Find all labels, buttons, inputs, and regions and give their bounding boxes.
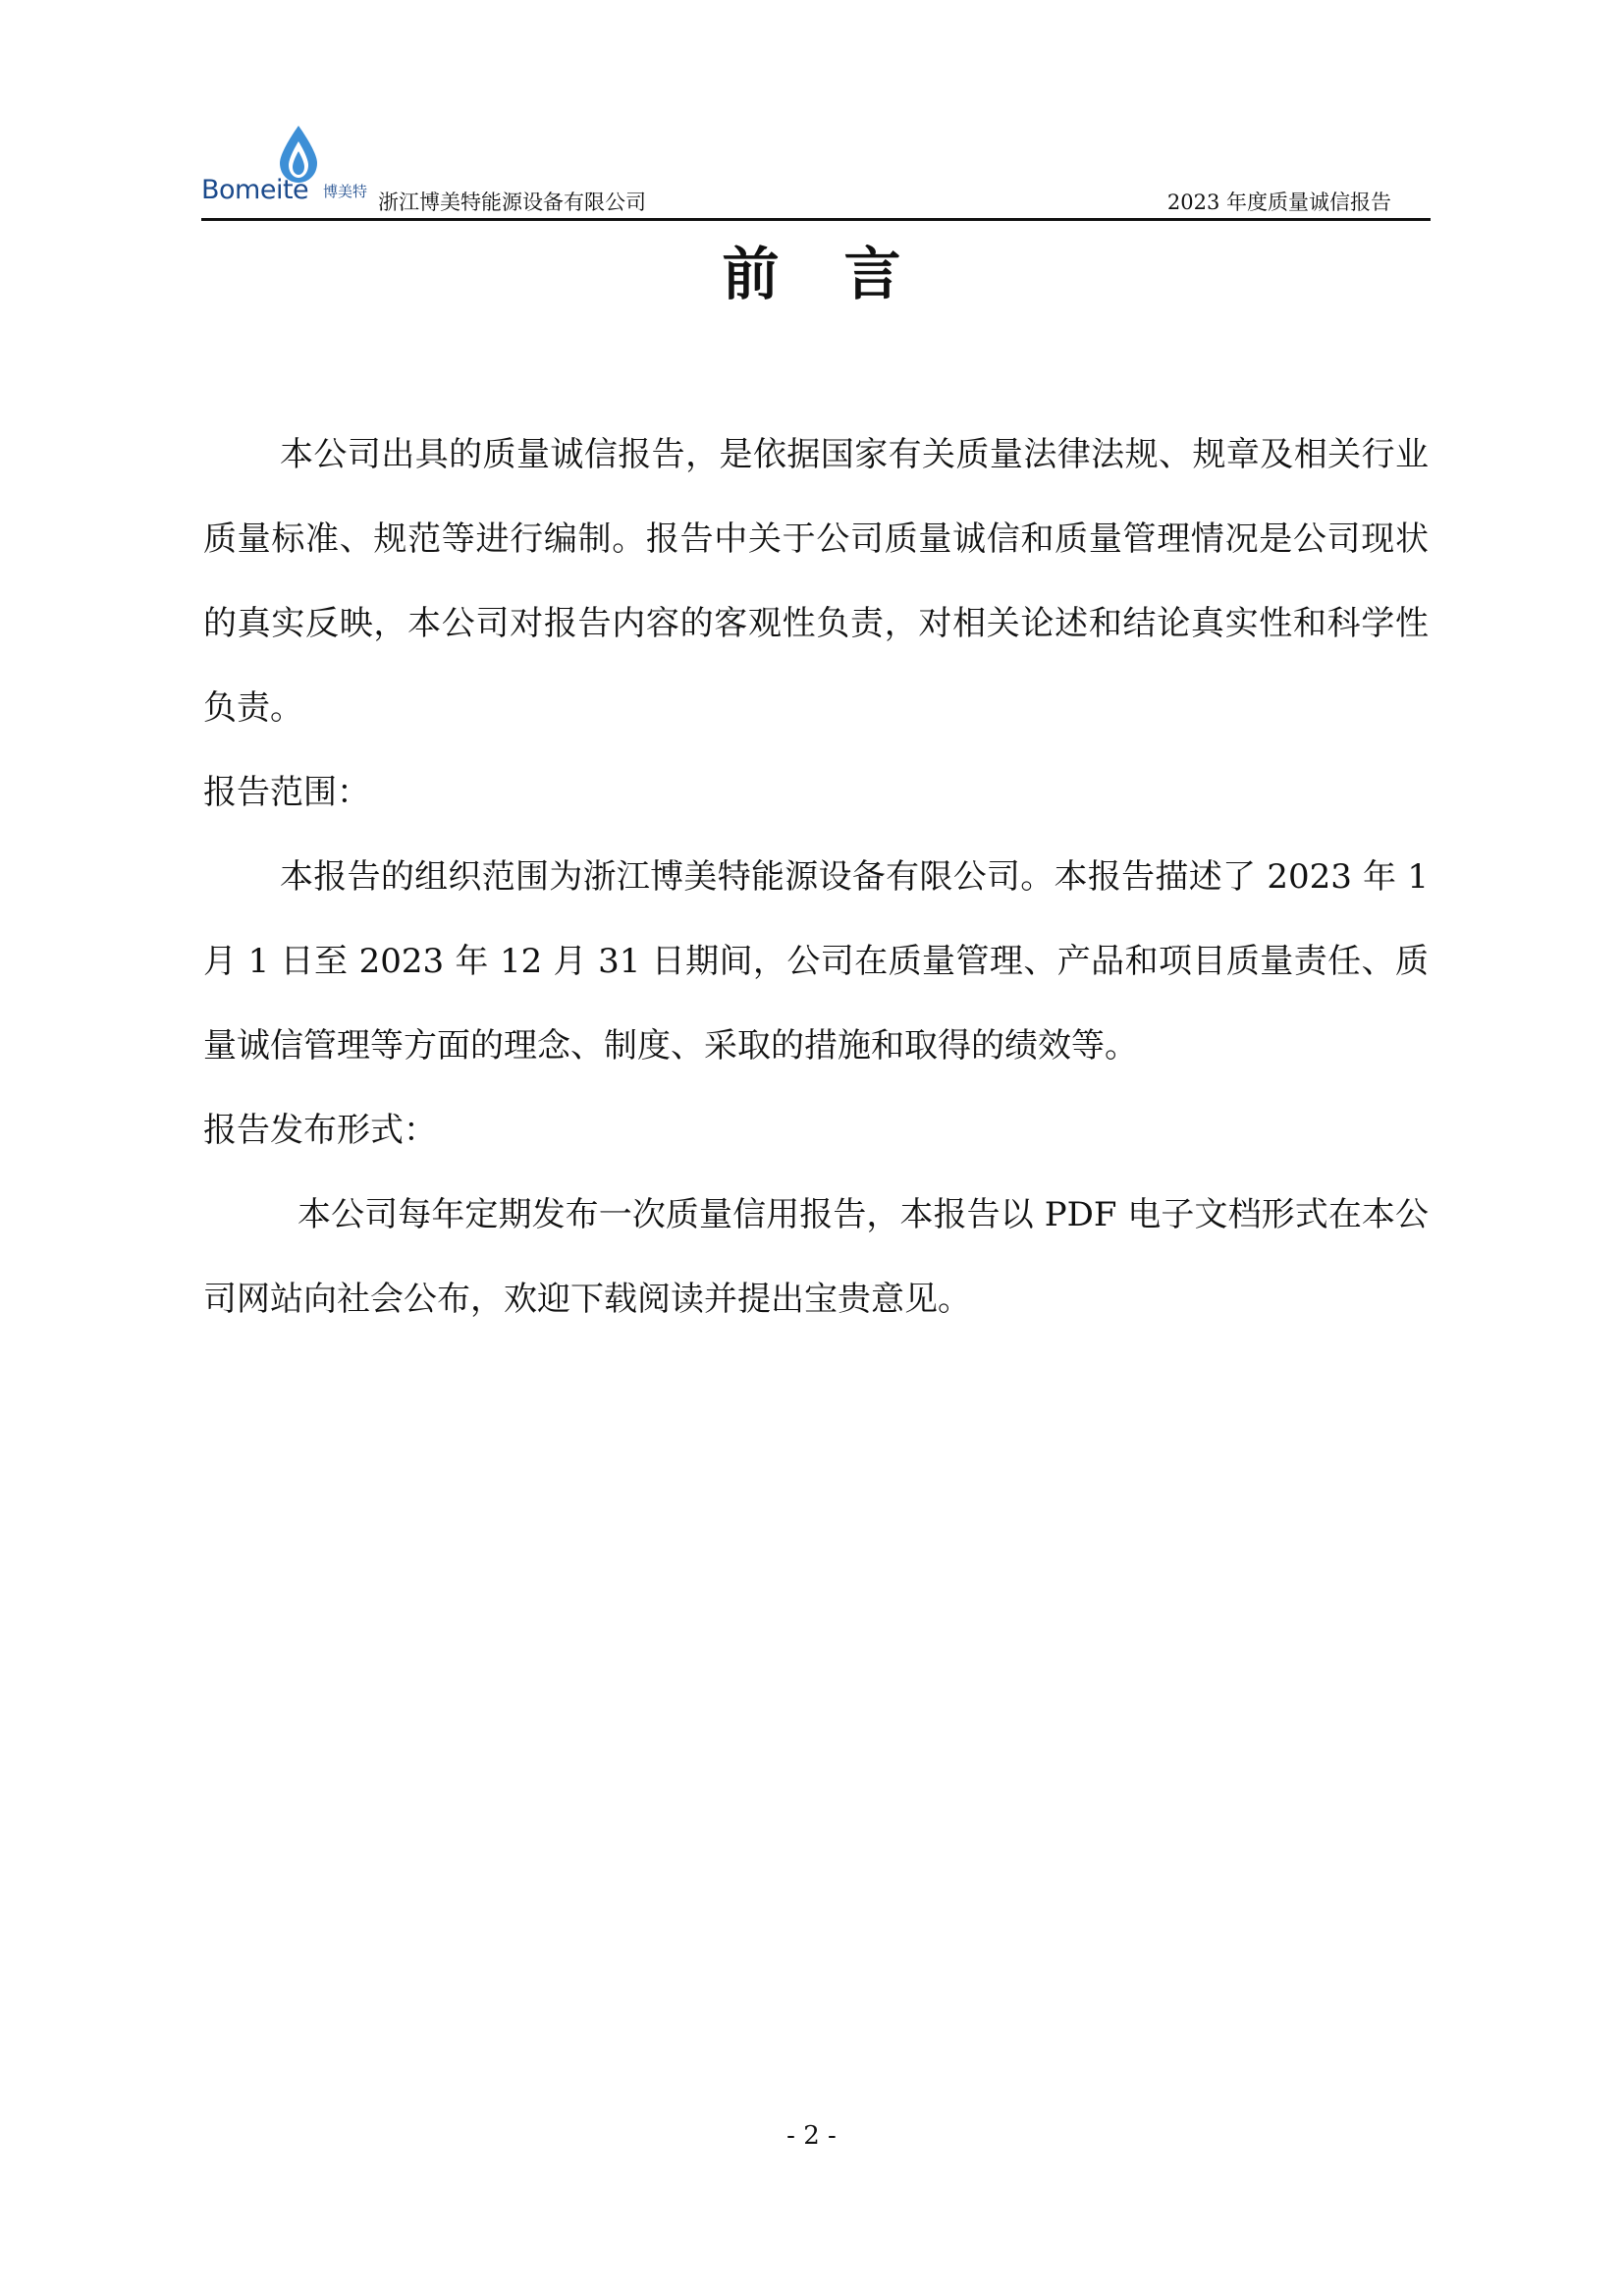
document-body xyxy=(203,412,1429,1341)
publish-paragraph: 本公司每年定期发布一次质量信用报告，本报告以 PDF 电子文档形式在本公司网站向社会公布，欢迎下载阅读并提出宝贵意见。 xyxy=(203,1195,1429,1319)
publish-heading: 报告发布形式： xyxy=(203,1111,437,1150)
page-title: 前言 xyxy=(722,241,966,307)
scope-heading: 报告范围： xyxy=(203,773,370,812)
logo-chinese-text: 博美特 xyxy=(323,183,368,200)
page-number: - 2 - xyxy=(786,2121,837,2151)
intro-paragraph: 本公司出具的质量诚信报告，是依据国家有关质量法律法规、规章及相关行业质量标准、规范等进行编制。报告中关于公司质量诚信和质量管理情况是公司现状的真实反映，本公司对报告内容的客观性负责，对相关论述和结论真实性和科学性负责。 xyxy=(203,435,1429,728)
logo-brand-text: Bomeite xyxy=(201,175,309,205)
header-divider xyxy=(201,218,1431,221)
header-company-name: 浙江博美特能源设备有限公司 xyxy=(378,191,646,214)
header-report-title: 2023 年度质量诚信报告 xyxy=(1166,191,1391,214)
company-logo xyxy=(201,124,378,212)
page-header xyxy=(201,116,1431,224)
scope-paragraph: 本报告的组织范围为浙江博美特能源设备有限公司。本报告描述了 2023 年 1 月 1 日至 2023 年 12 月 31 日期间，公司在质量管理、产品和项目质量责任、质量诚信管理等方面的理念、制度、采取的措施和取得的绩效等。 xyxy=(203,857,1429,1066)
